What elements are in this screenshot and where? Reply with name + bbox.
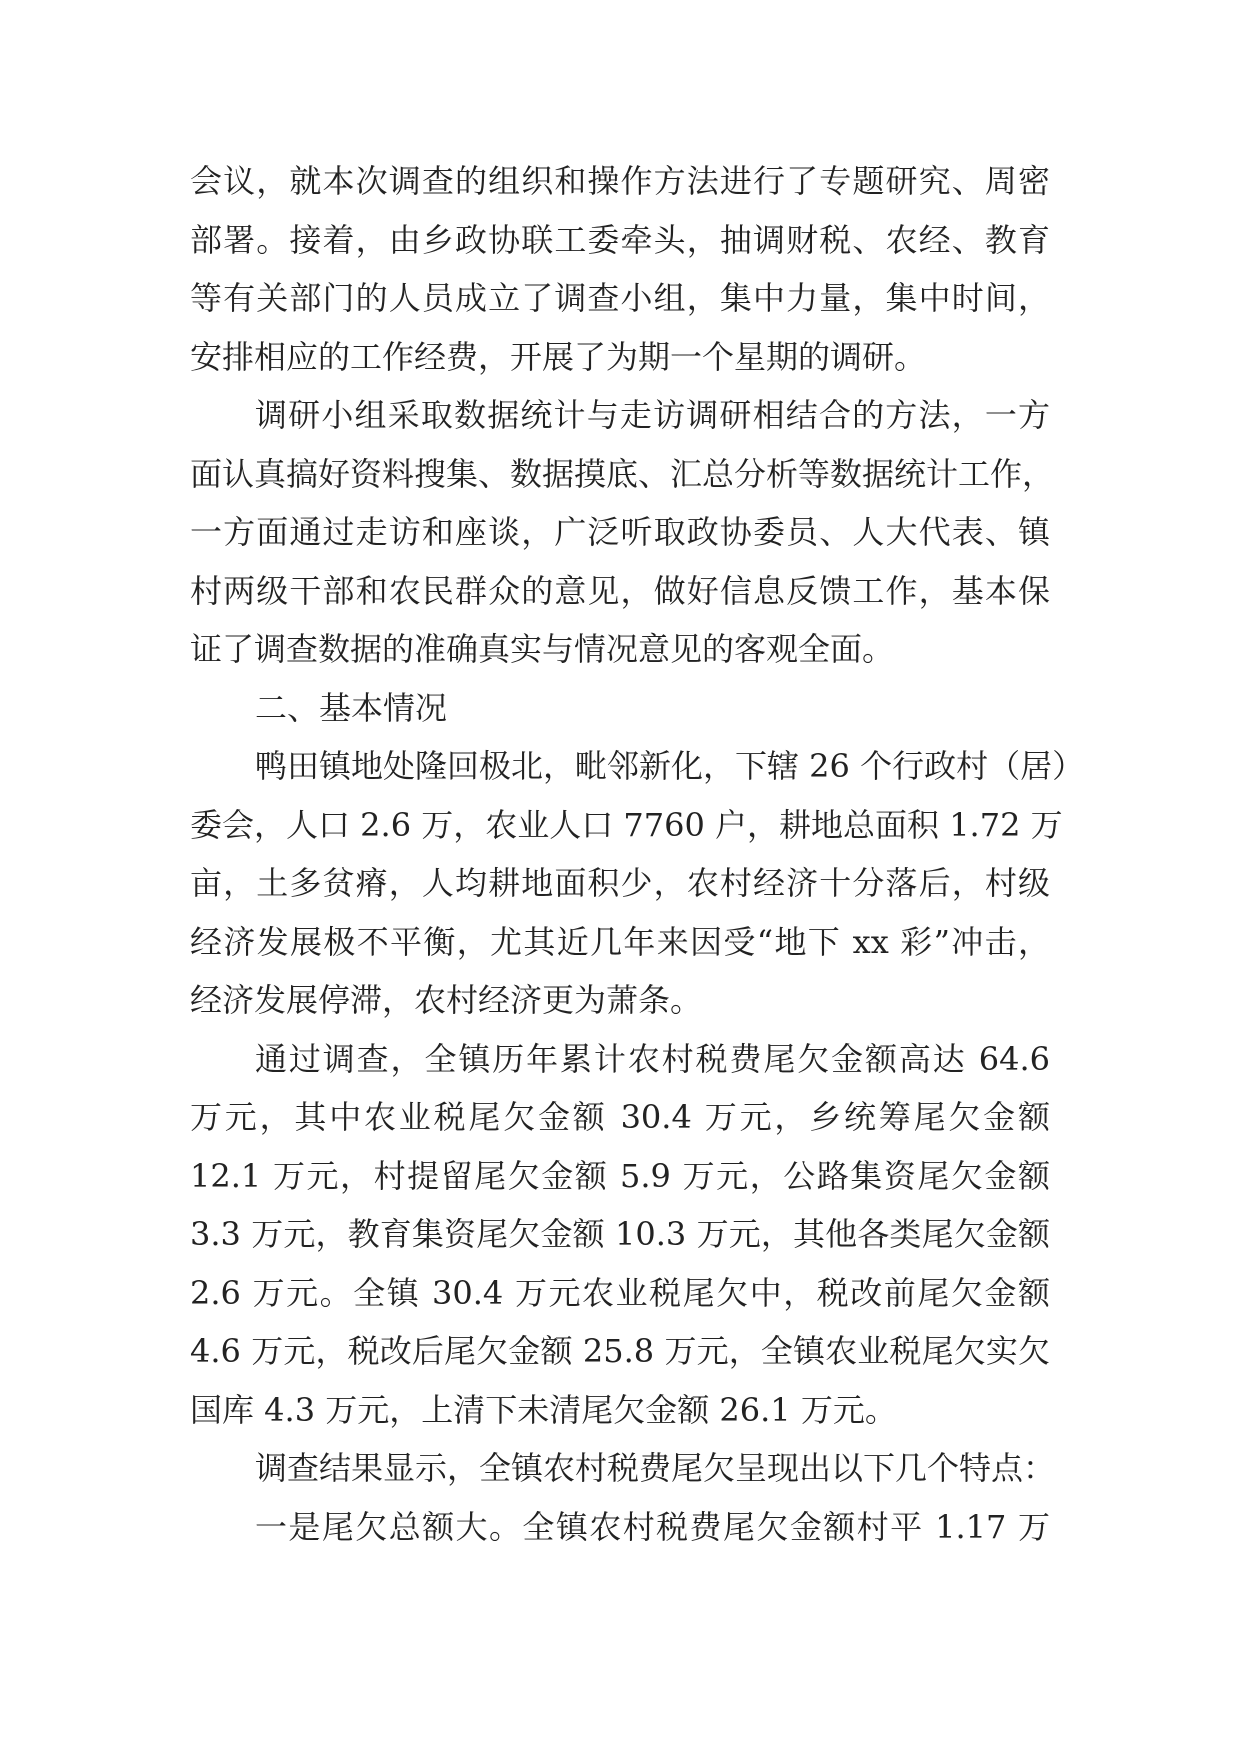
text-line: 一方面通过走访和座谈，广泛听取政协委员、人大代表、镇 xyxy=(190,513,1050,551)
text-line: 调研小组采取数据统计与走访调研相结合的方法，一方 xyxy=(255,396,1050,434)
text-line: 一是尾欠总额大。全镇农村税费尾欠金额村平 1.17 万 xyxy=(255,1507,1050,1546)
text-line: 经济发展极不平衡，尤其近几年来因受“地下 xx 彩”冲击， xyxy=(190,922,1050,961)
text-line: 委会，人口 2.6 万，农业人口 7760 户，耕地总面积 1.72 万 xyxy=(190,805,1063,844)
text-line: 证了调查数据的准确真实与情况意见的客观全面。 xyxy=(190,630,895,668)
text-line: 3.3 万元，教育集资尾欠金额 10.3 万元，其他各类尾欠金额 xyxy=(190,1215,1050,1253)
section-heading: 二、基本情况 xyxy=(255,688,448,727)
text-line: 会议，就本次调查的组织和操作方法进行了专题研究、周密 xyxy=(190,162,1050,200)
text-line: 4.6 万元，税改后尾欠金额 25.8 万元，全镇农业税尾欠实欠 xyxy=(190,1332,1050,1370)
text-line: 经济发展停滞，农村经济更为萧条。 xyxy=(190,981,703,1019)
text-line: 安排相应的工作经费，开展了为期一个星期的调研。 xyxy=(190,337,927,376)
text-line: 面认真搞好资料搜集、数据摸底、汇总分析等数据统计工作， xyxy=(190,454,1055,493)
text-line: 部署。接着，由乡政协联工委牵头，抽调财税、农经、教育 xyxy=(190,220,1050,259)
text-line: 村两级干部和农民群众的意见，做好信息反馈工作，基本保 xyxy=(190,571,1050,610)
text-line: 国库 4.3 万元，上清下未清尾欠金额 26.1 万元。 xyxy=(190,1390,897,1429)
text-line: 鸭田镇地处隆回极北，毗邻新化，下辖 26 个行政村（居） xyxy=(255,747,1085,785)
text-line: 等有关部门的人员成立了调查小组，集中力量，集中时间， xyxy=(190,279,1050,317)
text-line: 亩，土多贫瘠，人均耕地面积少，农村经济十分落后，村级 xyxy=(190,864,1050,902)
text-line: 调查结果显示，全镇农村税费尾欠呈现出以下几个特点： xyxy=(255,1449,1056,1487)
text-line: 2.6 万元。全镇 30.4 万元农业税尾欠中，税改前尾欠金额 xyxy=(190,1273,1050,1312)
text-line: 通过调查，全镇历年累计农村税费尾欠金额高达 64.6 xyxy=(255,1039,1050,1078)
text-line: 万元，其中农业税尾欠金额 30.4 万元，乡统筹尾欠金额 xyxy=(190,1098,1050,1136)
text-line: 12.1 万元，村提留尾欠金额 5.9 万元，公路集资尾欠金额 xyxy=(190,1156,1050,1195)
document-body xyxy=(190,152,1085,1556)
